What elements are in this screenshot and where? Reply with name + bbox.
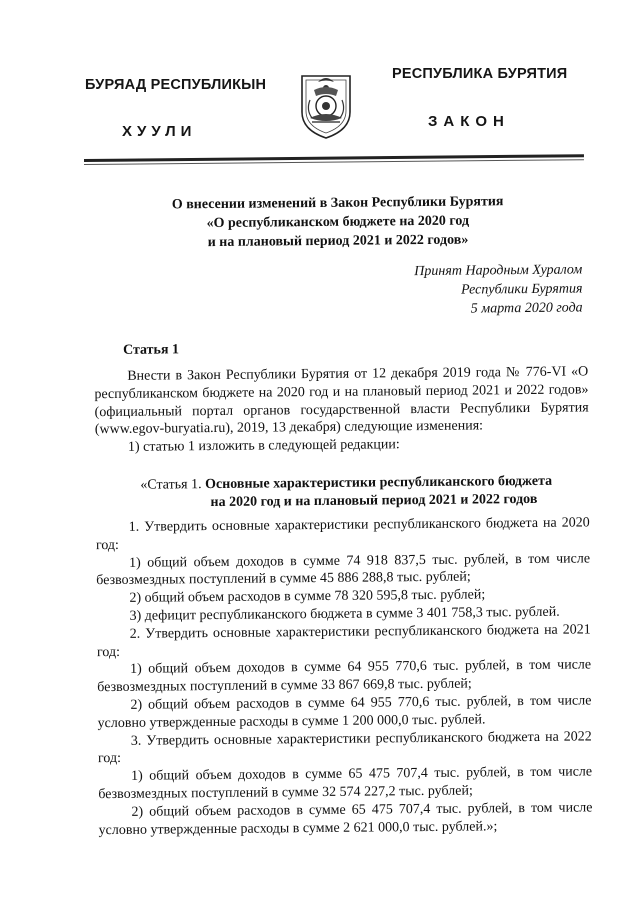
header-zakon: ЗАКОН xyxy=(428,113,510,130)
budget-paragraph: 3. Утвердить основные характеристики республиканского бюджета на 2022 год: xyxy=(97,728,592,767)
article-intro-paragraph: Внести в Закон Республики Бурятия от 12 декабря 2019 года № 776-VI «О республиканском бюджете на 2020 год и на плановый период 2021 и 2022 годов» (официальный портал органов государственной власти Республики Бурятия (www.egov-buryatia.ru), 2019, 13 декабря) следующие изменения: xyxy=(94,364,589,438)
law-title-line: «О республиканском бюджете на 2020 год xyxy=(206,213,470,232)
law-title xyxy=(118,192,559,253)
header-buryat-republic: БУРЯАД РЕСПУБЛИКЫН xyxy=(85,77,267,93)
adoption-date: 5 марта 2020 года xyxy=(470,300,583,317)
budget-paragraph: 2) общий объем расходов в сумме 65 475 707,4 тыс. рублей, в том числе условно утвержденные расходы в сумме 2 621 000,0 тыс. рублей.»; xyxy=(98,800,593,838)
adoption-line: Республики Бурятия xyxy=(460,281,583,298)
budget-paragraph: 2. Утвердить основные характеристики республиканского бюджета на 2021 год: xyxy=(96,622,591,660)
article-heading: Статья 1 xyxy=(122,342,180,358)
inserted-article-prefix: «Статья 1. xyxy=(140,477,202,493)
budget-paragraph: 1. Утвердить основные характеристики республиканского бюджета на 2020 год: xyxy=(95,515,590,553)
inserted-article-title-part1: Основные характеристики республиканского бюджета xyxy=(205,473,553,493)
budget-paragraph: 2) общий объем расходов в сумме 78 320 595,8 тыс. рублей; xyxy=(129,587,486,607)
header-khuuli: ХУУЛИ xyxy=(122,123,197,140)
article-body xyxy=(94,363,589,457)
law-title-line: О внесении изменений в Закон Республики Бурятия xyxy=(171,194,504,213)
law-title-line: и на плановый период 2021 и 2022 годов» xyxy=(207,232,469,251)
budget-paragraph: 2) общий объем расходов в сумме 64 955 770,6 тыс. рублей, в том числе условно утвержденные расходы в сумме 1 200 000,0 тыс. рублей. xyxy=(97,693,592,731)
budget-paragraph: 3) дефицит республиканского бюджета в сумме 3 401 758,3 тыс. рублей. xyxy=(129,604,560,624)
inserted-article-title xyxy=(120,472,590,513)
adoption-note xyxy=(414,260,583,319)
header-republic-buryatia: РЕСПУБЛИКА БУРЯТИЯ xyxy=(392,66,568,82)
inserted-article-title-part2: на 2020 год и на плановый период 2021 и 2022 годов xyxy=(210,491,538,511)
article-item-paragraph: 1) статью 1 изложить в следующей редакции: xyxy=(127,437,400,456)
budget-paragraph: 1) общий объем доходов в сумме 64 955 770,6 тыс. рублей, в том числе безвозмездных поступлений в сумме 33 867 669,8 тыс. рублей; xyxy=(97,657,592,696)
budget-paragraph: 1) общий объем доходов в сумме 74 918 837,5 тыс. рублей, в том числе безвозмездных поступлений в сумме 45 886 288,8 тыс. рублей; xyxy=(96,551,591,589)
inserted-article-body xyxy=(96,514,593,839)
budget-paragraph: 1) общий объем доходов в сумме 65 475 707,4 тыс. рублей, в том числе безвозмездных поступлений в сумме 32 574 227,2 тыс. рублей; xyxy=(98,764,593,803)
adoption-line: Принят Народным Хуралом xyxy=(414,262,583,280)
